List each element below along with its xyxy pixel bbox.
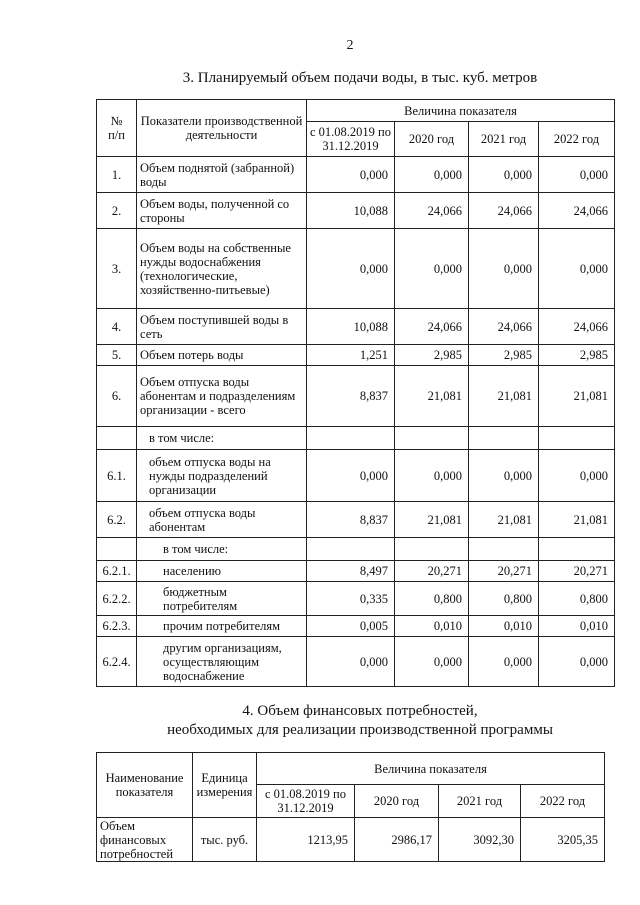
table-row [97,538,615,561]
row-number: 4. [97,309,137,345]
table-row [97,366,615,427]
row-value: 24,066 [469,309,539,345]
row-value: 21,081 [469,502,539,538]
row-value [307,538,395,561]
section4-title-line2: необходимых для реализации производственной программы [167,722,553,738]
row-value: 0,000 [469,637,539,687]
row-value [395,427,469,450]
table-row [97,582,615,616]
row-number [97,538,137,561]
header-period: с 01.08.2019 по 31.12.2019 [257,785,355,818]
row-value: 2,985 [539,345,615,366]
row-number: 6.2.3. [97,616,137,637]
row-number: 2. [97,193,137,229]
row-value: 0,000 [539,637,615,687]
row-value: 0,335 [307,582,395,616]
row-label: Объем воды на собственные нужды водоснабжения (технологические, хозяйственно-питьевые) [137,229,307,309]
row-label: Объем потерь воды [137,345,307,366]
row-value: 8,837 [307,366,395,427]
row-value: 0,000 [395,450,469,502]
row-value: 21,081 [395,502,469,538]
row-value: 0,800 [469,582,539,616]
row-value: 0,000 [307,229,395,309]
row-value: 0,000 [469,450,539,502]
row-value: 1213,95 [257,818,355,862]
row-value: 0,000 [539,229,615,309]
section4-title-line1: 4. Объем финансовых потребностей, [242,703,478,719]
header-unit: Единица измерения [193,753,257,818]
row-label: Объем поднятой (забранной) воды [137,157,307,193]
header-period: 2020 год [395,122,469,157]
row-number: 6.2. [97,502,137,538]
row-value: 21,081 [469,366,539,427]
row-value [469,538,539,561]
row-value: 10,088 [307,193,395,229]
row-value: 21,081 [539,366,615,427]
row-value: 1,251 [307,345,395,366]
row-label: Объем воды, полученной со стороны [137,193,307,229]
row-value: 20,271 [539,561,615,582]
table-row [97,561,615,582]
row-value: 20,271 [469,561,539,582]
table-row [97,345,615,366]
row-value: 0,000 [469,157,539,193]
row-value: 0,800 [539,582,615,616]
row-label: другим организациям, осуществляющим водоснабжение [137,637,307,687]
header-period: 2021 год [439,785,521,818]
header-period: 2022 год [539,122,615,157]
table-row [97,450,615,502]
row-value: 0,800 [395,582,469,616]
row-label: бюджетным потребителям [137,582,307,616]
row-number [97,427,137,450]
header-num: № п/п [97,100,137,157]
row-value: 10,088 [307,309,395,345]
section4-title [0,702,640,740]
row-number: 6.2.4. [97,637,137,687]
row-value: 0,010 [395,616,469,637]
table-row [97,193,615,229]
row-value: 24,066 [469,193,539,229]
table-row [97,427,615,450]
table-row [97,309,615,345]
row-name: Объем финансовых потребностей [97,818,193,862]
row-value: 0,000 [395,229,469,309]
row-label: Объем отпуска воды абонентам и подразделениям организации - всего [137,366,307,427]
row-number: 6. [97,366,137,427]
table-row [97,637,615,687]
row-label: объем отпуска воды абонентам [137,502,307,538]
row-value: 0,000 [307,450,395,502]
row-value: 20,271 [395,561,469,582]
header-period: 2020 год [355,785,439,818]
row-value: 2986,17 [355,818,439,862]
table-row [97,502,615,538]
header-period: 2022 год [521,785,605,818]
page-number: 2 [346,38,354,53]
row-number: 6.1. [97,450,137,502]
row-value: 24,066 [395,193,469,229]
row-value: 24,066 [395,309,469,345]
row-label: в том числе: [137,538,307,561]
row-value: 24,066 [539,193,615,229]
row-value: 0,000 [539,450,615,502]
row-label: объем отпуска воды на нужды подразделений организации [137,450,307,502]
row-value: 24,066 [539,309,615,345]
table-row [97,157,615,193]
row-value [395,538,469,561]
row-value [469,427,539,450]
row-value [307,427,395,450]
row-number: 5. [97,345,137,366]
row-value: 2,985 [469,345,539,366]
row-value: 0,000 [395,637,469,687]
row-value: 0,000 [307,637,395,687]
row-value: 0,000 [539,157,615,193]
header-value-group: Величина показателя [307,100,615,122]
row-unit: тыс. руб. [193,818,257,862]
header-value-group: Величина показателя [257,753,605,785]
row-value: 21,081 [539,502,615,538]
row-label: в том числе: [137,427,307,450]
row-label: прочим потребителям [137,616,307,637]
row-number: 6.2.2. [97,582,137,616]
row-value: 0,010 [539,616,615,637]
row-value: 2,985 [395,345,469,366]
row-value: 0,000 [469,229,539,309]
row-value: 0,010 [469,616,539,637]
section3-title: 3. Планируемый объем подачи воды, в тыс. куб. метров [182,70,538,86]
financial-needs-table [96,752,605,862]
row-number: 6.2.1. [97,561,137,582]
header-name: Наименование показателя [97,753,193,818]
row-value: 21,081 [395,366,469,427]
row-label: Объем поступившей воды в сеть [137,309,307,345]
row-number: 3. [97,229,137,309]
row-value: 3092,30 [439,818,521,862]
header-period: с 01.08.2019 по 31.12.2019 [307,122,395,157]
row-value [539,427,615,450]
row-value: 8,837 [307,502,395,538]
row-value [539,538,615,561]
header-period: 2021 год [469,122,539,157]
table-row [97,616,615,637]
header-indicator: Показатели производственной деятельности [137,100,307,157]
row-label: населению [137,561,307,582]
table-row [97,229,615,309]
row-number: 1. [97,157,137,193]
row-value: 0,000 [307,157,395,193]
water-supply-table [96,99,615,687]
row-value: 0,005 [307,616,395,637]
row-value: 8,497 [307,561,395,582]
row-value: 3205,35 [521,818,605,862]
row-value: 0,000 [395,157,469,193]
